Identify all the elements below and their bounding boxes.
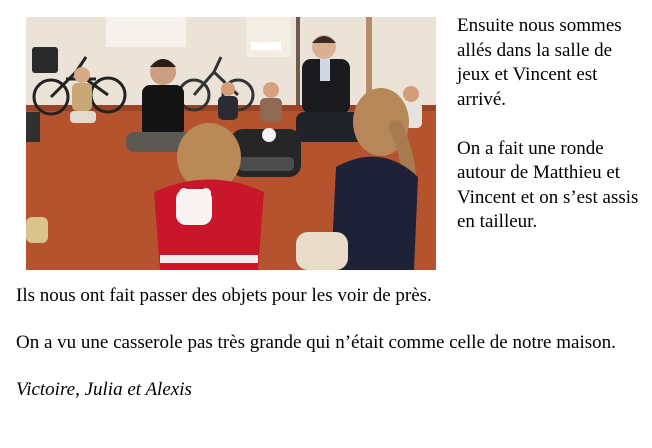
paragraph-objets: Ils nous ont fait passer des objets pour les voir de près.	[16, 285, 432, 306]
paragraph-salle-de-jeux: Ensuite nous sommes allés dans la salle de jeux et Vincent est arrivé.	[457, 15, 622, 110]
side-text-block	[457, 14, 647, 235]
signature: Victoire, Julia et Alexis	[16, 379, 192, 400]
bottom-text-block	[16, 283, 646, 402]
door-frame	[296, 17, 300, 112]
photo-illustration	[26, 17, 436, 270]
class-photo	[26, 17, 436, 270]
paragraph-casserole: On a vu une casserole pas très grande qui n’était comme celle de notre maison.	[16, 332, 616, 353]
backpack-left	[26, 112, 40, 142]
child-background-2	[260, 82, 282, 122]
bike-bag	[32, 47, 58, 73]
paragraph-ronde: On a fait une ronde autour de Matthieu et Vincent et on s’est assis en tailleur.	[457, 137, 639, 232]
door	[246, 17, 291, 57]
wall-light	[251, 42, 281, 50]
center-bag	[231, 128, 301, 177]
shoe	[26, 217, 48, 243]
window	[106, 17, 186, 47]
